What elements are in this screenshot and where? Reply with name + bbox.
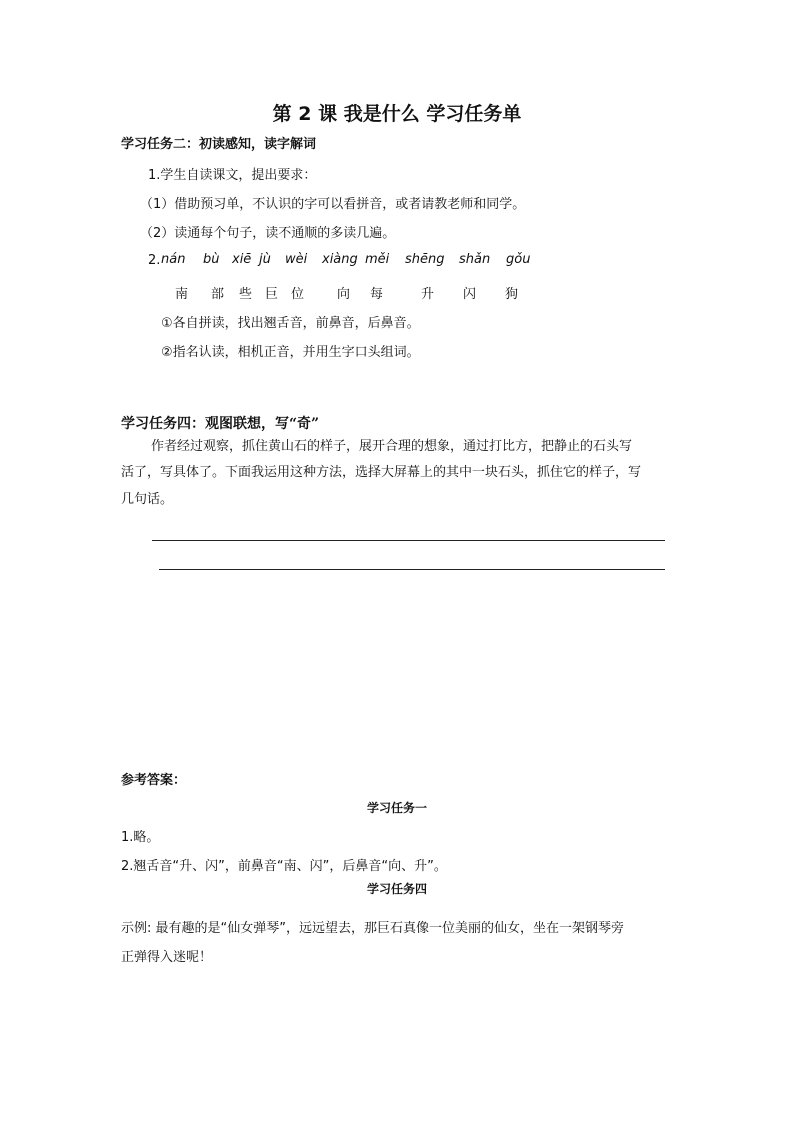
pinyin-item: nán [161,252,186,267]
pinyin-item: xiē [232,252,252,267]
pinyin-item: shǎn [459,252,491,267]
pinyin-item: xiàng [322,252,358,267]
task2-note-2: ②指名认读，相机正音，并用生字口头组词。 [161,345,420,360]
task4-paragraph-line: 活了，写具体了。下面我运用这种方法，选择大屏幕上的其中一块石头，抓住它的样子，写 [121,465,642,480]
hanzi-item: 狗 [505,287,519,302]
hanzi-item: 巨 [265,287,279,302]
task4-paragraph-line: 几句话。 [121,492,174,507]
hanzi-item: 升 [421,287,435,302]
hanzi-item: 些 [239,287,253,302]
answer-example-line: 示例: 最有趣的是“仙女弹琴”，远远望去，那巨石真像一位美丽的仙女，坐在一架钢琴旁 [121,921,624,936]
pinyin-item: jù [259,252,271,267]
task2-note-1: ①各自拼读，找出翘舌音，前鼻音，后鼻音。 [161,316,420,331]
task2-step2-prefix: 2. [148,253,161,268]
writing-line [152,540,665,541]
pinyin-item: bù [203,252,220,267]
hanzi-item: 南 [175,287,189,302]
answer-1: 1.略。 [121,830,160,845]
answer-2: 2.翘舌音“升、闪”，前鼻音“南、闪”，后鼻音“向、升”。 [121,859,447,874]
page-title: 第 2 课 我是什么 学习任务单 [272,103,522,125]
hanzi-item: 部 [211,287,225,302]
hanzi-item: 闪 [463,287,477,302]
answers-subheading-task1: 学习任务一 [366,801,427,815]
task2-heading: 学习任务二：初读感知，读字解词 [121,137,317,152]
hanzi-item: 位 [291,287,305,302]
pinyin-item: shēng [405,252,445,267]
answers-heading: 参考答案： [121,773,187,788]
task2-requirement-2: （2）读通每个句子，读不通顺的多读几遍。 [140,226,396,241]
pinyin-item: měi [365,252,390,267]
answers-subheading-task4: 学习任务四 [366,882,427,896]
answer-example-line: 正弹得入迷呢！ [121,950,213,965]
pinyin-item: gǒu [506,252,531,267]
pinyin-item: wèi [285,252,308,267]
writing-line [159,569,665,570]
task2-requirement-1: （1）借助预习单，不认识的字可以看拼音，或者请教老师和同学。 [140,197,526,212]
hanzi-item: 向 [337,287,351,302]
task2-step1: 1.学生自读课文，提出要求： [148,168,317,183]
task4-paragraph-line: 作者经过观察，抓住黄山石的样子，展开合理的想象，通过打比方，把静止的石头写 [151,439,633,454]
hanzi-item: 每 [370,287,384,302]
task4-heading: 学习任务四：观图联想，写“奇” [121,416,320,432]
